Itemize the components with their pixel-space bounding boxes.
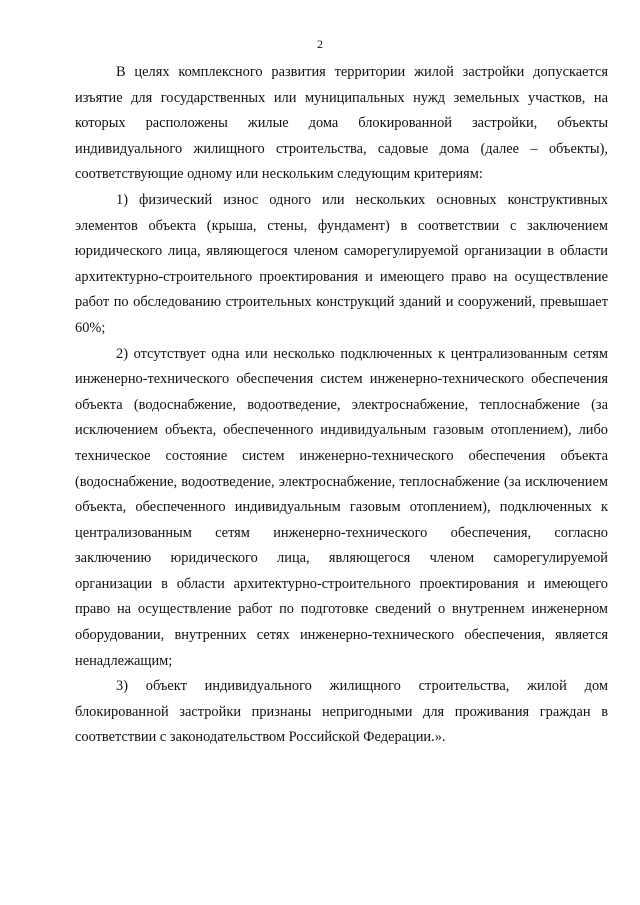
page-number: 2	[317, 37, 323, 51]
intro-paragraph: В целях комплексного развития территории жилой застройки допускается изъятие для государственных или муниципальных нужд земельных участков, на которых расположены жилые дома блокированной застройки, объекты индивидуального жилищного строительства, садовые дома (далее – объекты), соответствующие одному или нескольким следующим критериям:	[75, 64, 608, 183]
document-body	[75, 60, 608, 751]
criterion-3-paragraph: 3) объект индивидуального жилищного строительства, жилой дом блокированной застройки признаны непригодными для проживания граждан в соответствии с законодательством Российской Федерации.».	[75, 678, 608, 746]
criterion-2-paragraph: 2) отсутствует одна или несколько подключенных к централизованным сетям инженерно-технического обеспечения систем инженерно-технического обеспечения объекта (водоснабжение, водоотведение, электроснабжение, теплоснабжение (за исключением объекта, обеспеченного индивидуальным газовым отоплением), либо техническое состояние систем инженерно-технического обеспечения объекта (водоснабжение, водоотведение, электроснабжение, теплоснабжение (за исключением объекта, обеспеченного индивидуальным газовым отоплением), подключенных к централизованным сетям инженерно-технического обеспечения, согласно заключению юридического лица, являющегося членом саморегулируемой организации в области архитектурно-строительного проектирования и имеющего право на осуществление работ по подготовке сведений о внутреннем инженерном оборудовании, внутренних сетях инженерно-технического обеспечения, является ненадлежащим;	[75, 345, 608, 669]
criterion-1-paragraph: 1) физический износ одного или нескольких основных конструктивных элементов объекта (крыша, стены, фундамент) в соответствии с заключением юридического лица, являющегося членом саморегулируемой организации в области архитектурно-строительного проектирования и имеющего право на осуществление работ по обследованию строительных конструкций зданий и сооружений, превышает 60%;	[75, 191, 608, 336]
